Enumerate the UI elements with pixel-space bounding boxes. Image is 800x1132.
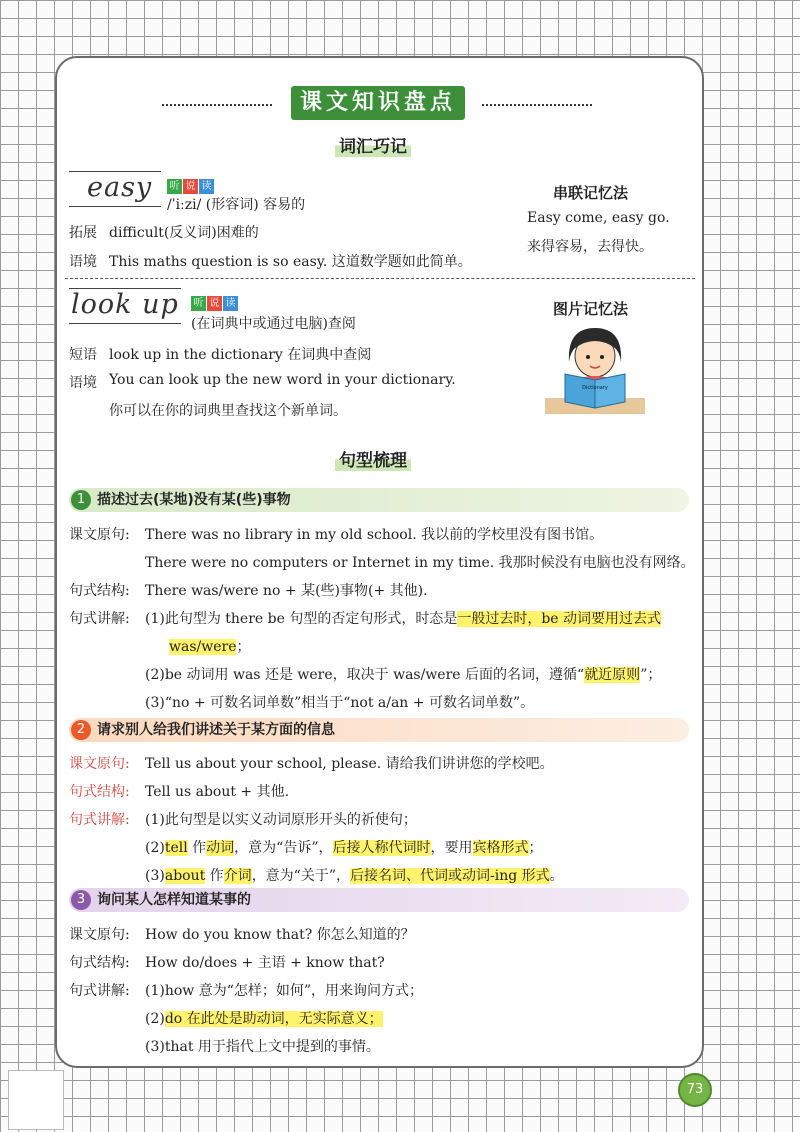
skill-tags <box>167 174 215 194</box>
dashed-divider <box>65 278 695 279</box>
word-look-up: look up <box>71 289 179 320</box>
highlight: 就近原则 <box>584 667 641 683</box>
word2-meaning: (在词典中或通过电脑)查阅 <box>191 316 356 332</box>
tag-listen: 听 <box>167 179 182 194</box>
section-2-title: 请求别人给我们讲述关于某方面的信息 <box>97 722 335 738</box>
section-3-number: 3 <box>71 890 91 910</box>
highlight: was/were <box>169 639 237 655</box>
s1-orig-1: There was no library in my old school. 我以前的学校里没有图书馆。 <box>145 527 604 543</box>
s2-orig-1: Tell us about your school, please. 请给我们讲讲您的学校吧。 <box>145 756 554 772</box>
word1-extend-text: difficult(反义词)困难的 <box>109 225 259 241</box>
section-2-header <box>69 718 689 742</box>
section-1-header <box>69 488 689 512</box>
s2-struct: Tell us about + 其他. <box>145 784 290 800</box>
s2-explain-3: (3)about 作介词，意为“关于”，后接名词、代词或动词-ing 形式。 <box>145 868 564 884</box>
word2-context-text: You can look up the new word in your dictionary. <box>109 372 456 388</box>
book-right-shape <box>595 374 625 408</box>
word-easy: easy <box>87 172 153 203</box>
vocab-heading: 词汇巧记 <box>335 132 411 157</box>
content-card <box>55 56 704 1068</box>
s2-explain-2: (2)tell 作动词，意为“告诉”，后接人称代词时，要用宾格形式； <box>145 840 543 856</box>
section-1-title: 描述过去(某地)没有某(些)事物 <box>97 492 291 508</box>
s1-explain-3: (3)“no + 可数名词单数”相当于“not a/an + 可数名词单数”。 <box>145 695 535 711</box>
highlight: 一般过去时，be 动词要用过去式 <box>457 611 662 627</box>
s2-explain-label: 句式讲解: <box>69 812 130 828</box>
word1-phonetic: /ˈiːzi/ (形容词) 容易的 <box>167 197 306 213</box>
tag-speak: 说 <box>207 296 222 311</box>
word1-extend-label: 拓展 <box>69 225 97 241</box>
divider-dots-right <box>482 104 592 106</box>
tag-read: 读 <box>199 179 214 194</box>
s1-struct: There was/were no + 某(些)事物(+ 其他). <box>145 583 428 599</box>
s3-struct-label: 句式结构: <box>69 955 130 971</box>
memory-title-2: 图片记忆法 <box>553 300 629 318</box>
s3-explain-label: 句式讲解: <box>69 983 130 999</box>
section-1-number: 1 <box>71 490 91 510</box>
s3-explain-3: (3)that 用于指代上文中提到的事情。 <box>145 1039 380 1055</box>
s3-explain-2: (2)do 在此处是助动词，无实际意义； <box>145 1011 383 1027</box>
page-number: 73 <box>678 1073 712 1107</box>
divider-dots-left <box>162 104 272 106</box>
book-label: Dictionary <box>582 385 608 391</box>
highlight: do 在此处是助动词，无实际意义； <box>164 1011 383 1027</box>
s2-struct-label: 句式结构: <box>69 784 130 800</box>
memory-line-2: 来得容易，去得快。 <box>527 239 653 255</box>
memory-title-1: 串联记忆法 <box>553 184 629 202</box>
book-left-shape <box>565 374 595 408</box>
page-title: 课文知识盘点 <box>291 86 465 120</box>
s3-orig-label: 课文原句: <box>69 927 130 943</box>
section-3-title: 询问某人怎样知道某事的 <box>97 892 251 908</box>
s1-explain-label: 句式讲解: <box>69 611 130 627</box>
s3-struct: How do/does + 主语 + know that? <box>145 955 385 971</box>
s3-orig-1: How do you know that? 你怎么知道的？ <box>145 927 415 943</box>
s1-explain-1: (1)此句型为 there be 句型的否定句形式，时态是一般过去时，be 动词要用过去式 <box>145 611 662 627</box>
page-header <box>162 86 592 122</box>
word2-phrase-text: look up in the dictionary 在词典中查阅 <box>109 347 372 363</box>
s1-orig-2: There were no computers or Internet in my time. 我那时候没有电脑也没有网络。 <box>145 555 695 571</box>
tag-speak: 说 <box>183 179 198 194</box>
skill-tags-2 <box>191 291 239 311</box>
pattern-heading: 句型梳理 <box>335 446 411 471</box>
corner-stamp <box>8 1070 64 1130</box>
reading-girl-illustration <box>545 322 645 414</box>
memory-line-1: Easy come, easy go. <box>527 210 670 226</box>
tag-listen: 听 <box>191 296 206 311</box>
word2-context-label: 语境 <box>69 375 97 391</box>
s1-explain-2: (2)be 动词用 was 还是 were，取决于 was/were 后面的名词，遵循“就近原则”； <box>145 667 662 683</box>
s1-explain-1-cont: was/were； <box>169 639 251 655</box>
section-2-number: 2 <box>71 720 91 740</box>
word1-context-text: This maths question is so easy. 这道数学题如此简单。 <box>109 254 472 270</box>
s1-struct-label: 句式结构: <box>69 583 130 599</box>
s1-orig-label: 课文原句: <box>69 527 130 543</box>
tag-read: 读 <box>223 296 238 311</box>
word1-context-label: 语境 <box>69 254 97 270</box>
word2-context-cn: 你可以在你的词典里查找这个新单词。 <box>109 403 347 419</box>
section-3-header <box>69 888 689 912</box>
s2-orig-label: 课文原句: <box>69 756 130 772</box>
s3-explain-1: (1)how 意为“怎样；如何”，用来询问方式； <box>145 983 424 999</box>
word2-phrase-label: 短语 <box>69 347 97 363</box>
s2-explain-1: (1)此句型是以实义动词原形开头的祈使句； <box>145 812 417 828</box>
